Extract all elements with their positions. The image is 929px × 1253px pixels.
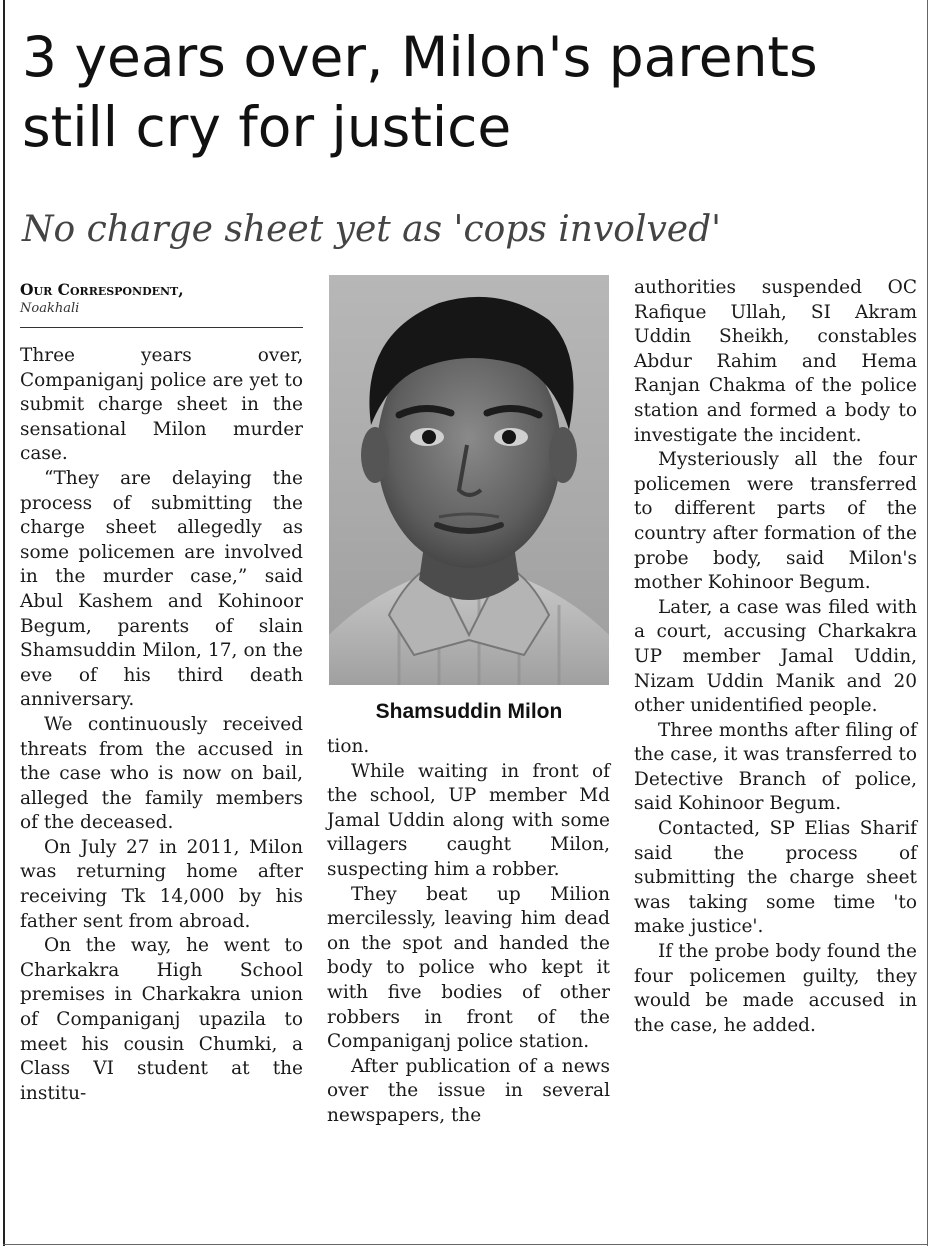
paragraph: Later, a case was filed with a court, accusing Charkakra UP member Jamal Uddin, Nizam Uddin Manik and 20 other unidentified people. — [634, 596, 917, 717]
byline-name: Our Correspondent, — [20, 280, 184, 299]
bottom-rule — [3, 1244, 927, 1245]
byline-location: Noakhali — [20, 301, 80, 316]
byline — [20, 280, 303, 318]
paragraph: After publication of a news over the issue in several newspapers, the — [327, 1055, 610, 1126]
photo-caption: Shamsuddin Milon — [375, 700, 563, 723]
paragraph: authorities suspended OC Rafique Ullah, SI Akram Uddin Sheikh, constables Abdur Rahim and Hema Ranjan Chakma of the police station and formed a body to investigate the incident. — [634, 277, 917, 446]
paragraph: On the way, he went to Charkakra High School premises in Charkakra union of Companiganj upazila to meet his cousin Chumki, a Class VI student at the institu- — [20, 935, 303, 1104]
article-column-1 — [20, 344, 303, 1106]
paragraph: If the probe body found the four policemen guilty, they would be made accused in the case, he added. — [634, 941, 917, 1036]
subheadline: No charge sheet yet as 'cops involved' — [22, 209, 722, 250]
paragraph: We continuously received threats from the accused in the case who is now on bail, alleged the family members of the deceased. — [20, 713, 303, 834]
paragraph: Mysteriously all the four policemen were transferred to different parts of the country after formation of the probe body, said Milon's mother Kohinoor Begum. — [634, 449, 917, 594]
portrait-illustration — [329, 275, 609, 685]
paragraph: On July 27 in 2011, Milon was returning home after receiving Tk 14,000 by his father sent from abroad. — [20, 836, 303, 932]
headline: 3 years over, Milon's parents still cry for justice — [22, 25, 818, 159]
paragraph: Three years over, Companiganj police are yet to submit charge sheet in the sensational Milon murder case. — [20, 345, 303, 465]
paragraph: Three months after filing of the case, it was transferred to Detective Branch of police, said Kohinoor Begum. — [634, 719, 917, 815]
byline-divider — [20, 327, 303, 328]
paragraph: Contacted, SP Elias Sharif said the process of submitting the charge sheet was taking some time 'to make justice'. — [634, 818, 917, 938]
article-column-3 — [634, 276, 917, 1038]
article-column-2 — [327, 735, 610, 1129]
paragraph: “They are delaying the process of submitting the charge sheet allegedly as some policemen are involved in the murder case,” said Abul Kashem and Kohinoor Begum, parents of slain Shamsuddin Milon, 17, on the eve of his third death anniversary. — [20, 467, 303, 711]
portrait-photo — [329, 275, 609, 685]
paragraph: While waiting in front of the school, UP member Md Jamal Uddin along with some villagers caught Milon, suspecting him a robber. — [327, 760, 610, 880]
paragraph: They beat up Milion mercilessly, leaving him dead on the spot and handed the body to police who kept it with five bodies of other robbers in front of the Companiganj police station. — [327, 883, 610, 1053]
paragraph: tion. — [327, 736, 370, 757]
